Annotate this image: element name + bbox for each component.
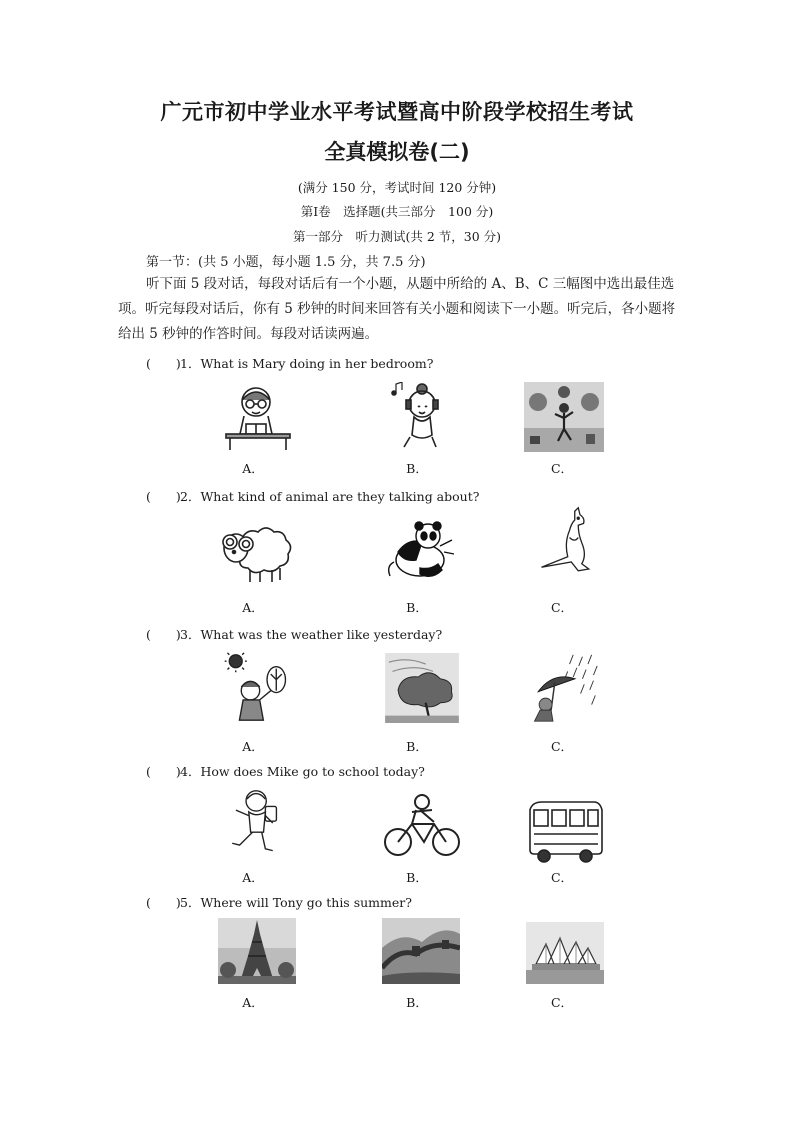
question-text: 4．How does Mike go to school today? (180, 764, 425, 779)
option-label: A． (242, 870, 264, 885)
option-label: A． (242, 739, 264, 754)
option-label: C． (550, 600, 574, 615)
score-info: (满分 150 分，考试时间 120 分钟) (297, 180, 497, 195)
question-text: 2．What kind of animal are they talking about? (180, 489, 480, 504)
section-instructions (118, 272, 678, 347)
option-label: A． (242, 600, 264, 615)
option-label: B． (406, 600, 428, 615)
question-5 (146, 893, 412, 911)
answer-blank[interactable]: ( ) (146, 356, 181, 371)
eiffel-tower-icon[interactable] (218, 918, 296, 984)
question-text: 3．What was the weather like yesterday? (180, 627, 443, 642)
question-4 (146, 762, 425, 780)
sunny-icon[interactable] (216, 652, 296, 722)
bicycle-icon[interactable] (382, 792, 462, 862)
sheep-icon[interactable] (216, 516, 296, 586)
panda-icon[interactable] (380, 516, 460, 586)
option-label: A． (242, 461, 264, 476)
option-label: C． (550, 870, 574, 885)
answer-blank[interactable]: ( ) (146, 627, 181, 642)
option-label: C． (550, 995, 574, 1010)
option-label: A． (242, 995, 264, 1010)
answer-blank[interactable]: ( ) (146, 489, 181, 504)
volume-info: 第Ⅰ卷 选择题(共三部分 100 分) (300, 204, 494, 219)
kangaroo-icon[interactable] (526, 506, 606, 576)
section-heading: 第一节：(共 5 小题，每小题 1.5 分，共 7.5 分) (146, 255, 426, 270)
answer-blank[interactable]: ( ) (146, 895, 181, 910)
option-label: B． (406, 739, 428, 754)
question-1 (146, 354, 433, 372)
girl-listening-music-icon[interactable] (380, 382, 460, 452)
opera-house-icon[interactable] (526, 922, 604, 984)
option-label: C． (550, 739, 574, 754)
rainy-icon[interactable] (524, 653, 604, 723)
girl-reading-icon[interactable] (218, 382, 298, 452)
great-wall-icon[interactable] (382, 918, 460, 984)
exam-title: 广元市初中学业水平考试暨高中阶段学校招生考试 (160, 100, 634, 124)
question-3 (146, 625, 442, 643)
walking-icon[interactable] (218, 788, 298, 858)
girl-dancing-icon[interactable] (524, 382, 604, 452)
exam-subtitle: 全真模拟卷(二) (324, 140, 470, 164)
windy-icon[interactable] (382, 653, 462, 723)
question-text: 5．Where will Tony go this summer? (180, 895, 412, 910)
bus-icon[interactable] (524, 798, 604, 868)
option-label: B． (406, 870, 428, 885)
answer-blank[interactable]: ( ) (146, 764, 181, 779)
part-info: 第一部分 听力测试(共 2 节，30 分) (292, 229, 502, 244)
question-2 (146, 487, 479, 505)
question-text: 1．What is Mary doing in her bedroom? (180, 356, 434, 371)
option-label: B． (406, 995, 428, 1010)
option-label: B． (406, 461, 428, 476)
option-label: C． (550, 461, 574, 476)
instructions-text: 听下面 5 段对话，每段对话后有一个小题，从题中所给的 A、B、C 三幅图中选出最佳选项。听完每段对话后，你有 5 秒钟的时间来回答有关小题和阅读下一小题。听完后，各小题将给出 5 秒钟的作答时间。每段对话读两遍。 (118, 276, 676, 342)
